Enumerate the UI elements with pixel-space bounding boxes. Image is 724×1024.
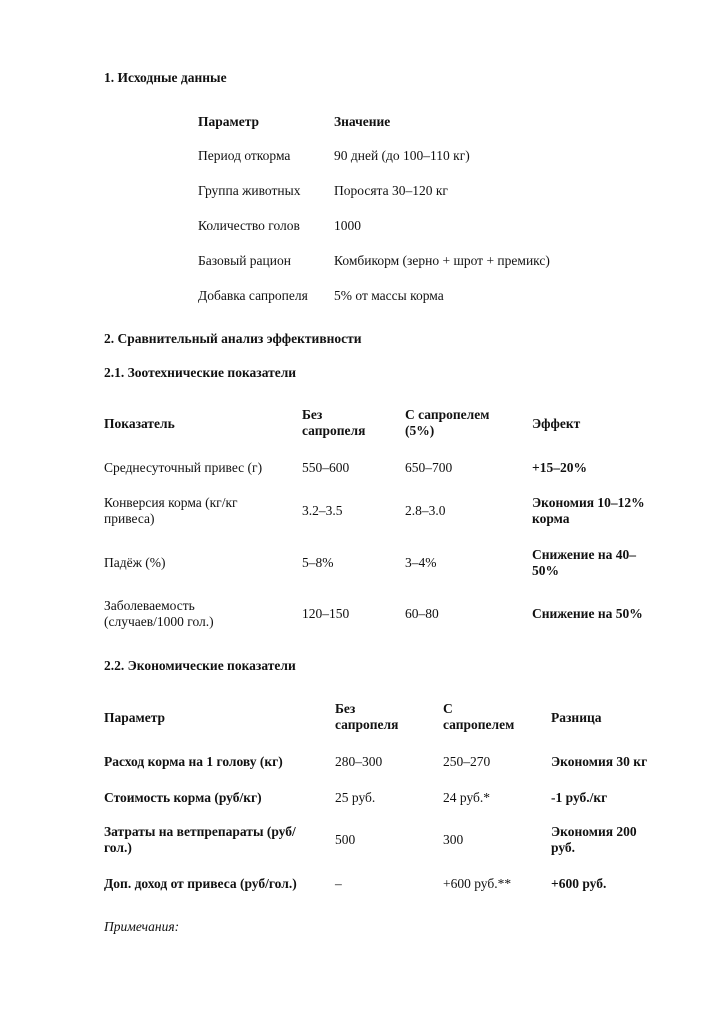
table3-row1-parameter: Расход корма на 1 голову (кг) <box>104 754 283 769</box>
table1-row3-param: Количество голов <box>198 218 300 233</box>
table3-header-with: С сапропелем <box>443 701 515 732</box>
table1-row4-param: Базовый рацион <box>198 253 291 268</box>
section-1-heading: 1. Исходные данные <box>104 70 227 85</box>
table3-row1-without: 280–300 <box>335 754 383 769</box>
table2-row2-effect: Экономия 10–12% корма <box>532 495 645 526</box>
table3-row2-difference: -1 руб./кг <box>551 790 608 805</box>
table3-row2-without: 25 руб. <box>335 790 376 805</box>
table2-row1-without: 550–600 <box>302 460 350 475</box>
table2-header-effect: Эффект <box>532 416 581 431</box>
table3-row3-with: 300 <box>443 832 464 847</box>
table2-row3-without: 5–8% <box>302 555 334 570</box>
table3-header-difference: Разница <box>551 710 602 725</box>
table3-row3-parameter: Затраты на ветпрепараты (руб/гол.) <box>104 824 296 855</box>
table3-row3-without: 500 <box>335 832 356 847</box>
section-2-1-heading: 2.1. Зоотехнические показатели <box>104 365 297 380</box>
table1-row2-value: Поросята 30–120 кг <box>334 183 448 198</box>
notes-label: Примечания: <box>104 919 180 934</box>
table2-row2-indicator: Конверсия корма (кг/кг привеса) <box>104 495 238 526</box>
table1-row1-param: Период откорма <box>198 148 291 163</box>
table2-row1-with: 650–700 <box>405 460 453 475</box>
table3-row3-difference: Экономия 200 руб. <box>551 824 637 855</box>
table2-row4-effect: Снижение на 50% <box>532 606 643 621</box>
section-2-heading: 2. Сравнительный анализ эффективности <box>104 331 362 346</box>
table2-row2-with: 2.8–3.0 <box>405 503 446 518</box>
table2-row3-effect: Снижение на 40–50% <box>532 547 636 578</box>
table3-header-parameter: Параметр <box>104 710 166 725</box>
table1-row4-value: Комбикорм (зерно + шрот + премикс) <box>334 253 550 268</box>
table3-row4-with: +600 руб.** <box>443 876 512 891</box>
table2-row1-indicator: Среднесуточный привес (г) <box>104 460 263 475</box>
table3-row1-with: 250–270 <box>443 754 491 769</box>
table2-row4-without: 120–150 <box>302 606 350 621</box>
table1-row5-param: Добавка сапропеля <box>198 288 308 303</box>
table2-header-without: Без сапропеля <box>302 407 366 438</box>
table2-row1-effect: +15–20% <box>532 460 587 475</box>
table3-row2-parameter: Стоимость корма (руб/кг) <box>104 790 262 805</box>
table3-row1-difference: Экономия 30 кг <box>551 754 648 769</box>
table2-header-indicator: Показатель <box>104 416 175 431</box>
table2-row3-with: 3–4% <box>405 555 437 570</box>
table3-row4-parameter: Доп. доход от привеса (руб/гол.) <box>104 876 297 891</box>
section-2-2-heading: 2.2. Экономические показатели <box>104 658 296 673</box>
table1-row2-param: Группа животных <box>198 183 301 198</box>
table3-header-without: Без сапропеля <box>335 701 399 732</box>
table2-row4-indicator: Заболеваемость (случаев/1000 гол.) <box>104 598 214 629</box>
table1-row1-value: 90 дней (до 100–110 кг) <box>334 148 470 163</box>
table1-header-value: Значение <box>334 114 391 129</box>
table1-row5-value: 5% от массы корма <box>334 288 444 303</box>
table2-header-with: С сапропелем (5%) <box>405 407 490 438</box>
table2-row3-indicator: Падёж (%) <box>104 555 166 570</box>
table1-header-parameter: Параметр <box>198 114 260 129</box>
table1-row3-value: 1000 <box>334 218 361 233</box>
table2-row4-with: 60–80 <box>405 606 439 621</box>
table3-row4-difference: +600 руб. <box>551 876 607 891</box>
table3-row4-without: – <box>335 876 342 891</box>
table2-row2-without: 3.2–3.5 <box>302 503 343 518</box>
table3-row2-with: 24 руб.* <box>443 790 491 805</box>
